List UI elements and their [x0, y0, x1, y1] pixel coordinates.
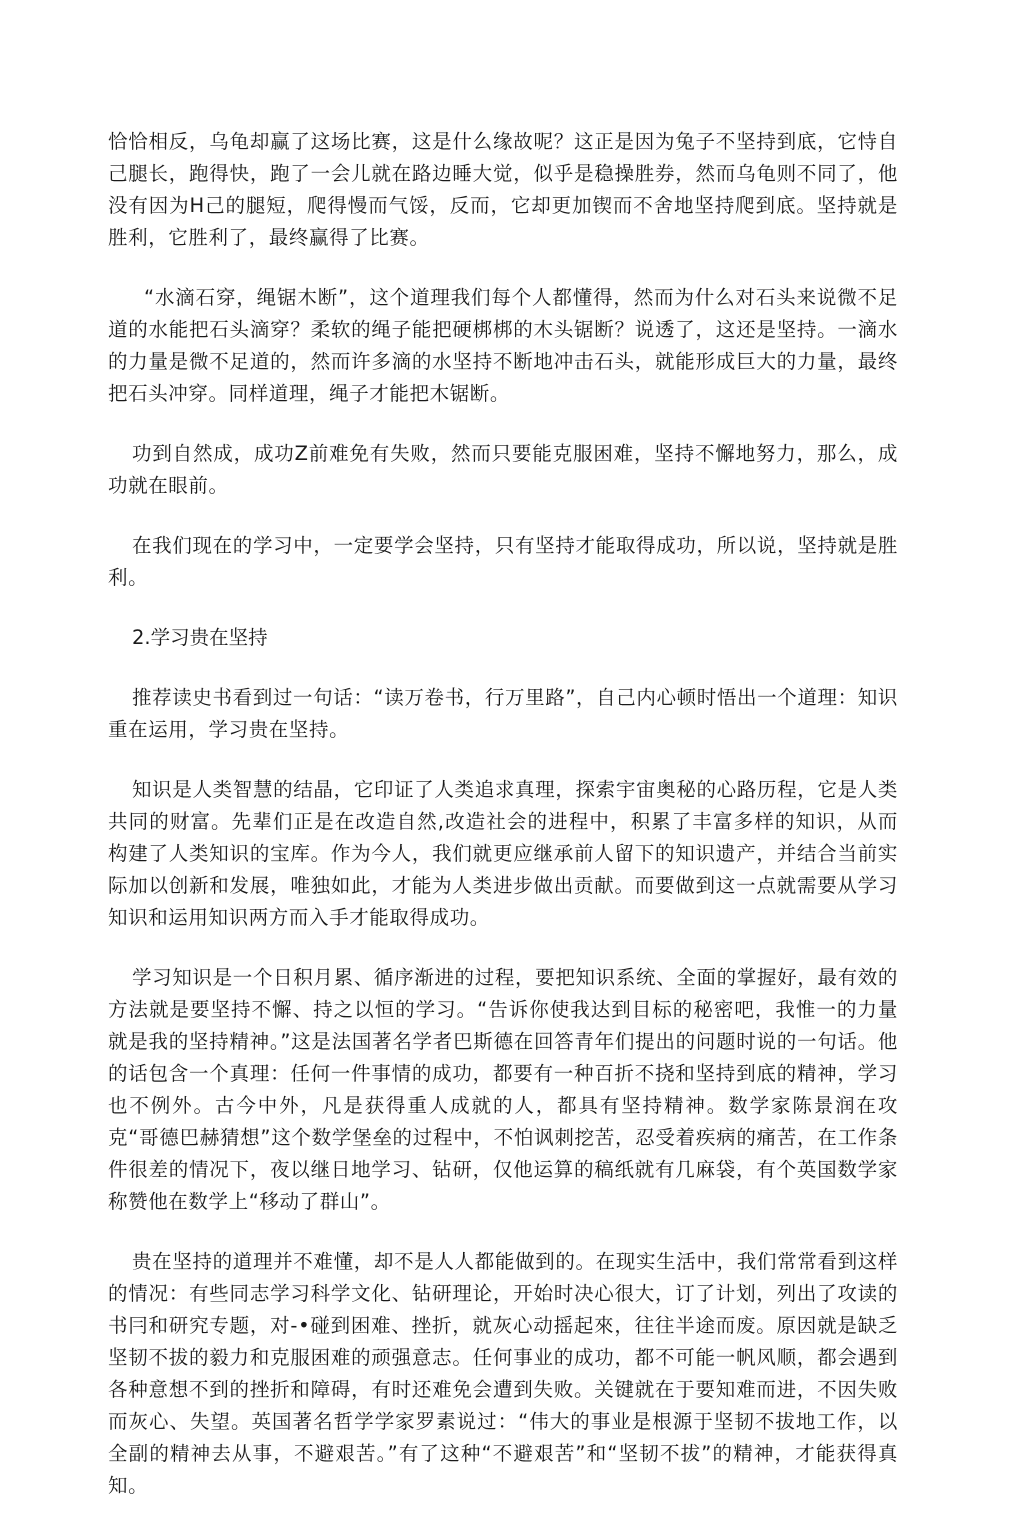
paragraph-knowledge: 知识是人类智慧的结晶，它印证了人类追求真理，探索宇宙奥秘的心路历程，它是人类共同的财富。先辈们正是在改造自然,改造社会的进程中，积累了丰富多样的知识，从而构建了人类知识的宝库。作为今人，我们就更应继承前人留下的知识遗产，并结合当前实际加以创新和发展，唯独如此，才能为人类进步做出贡献。而要做到这一点就需要从学习知识和运用知识两方而入手才能取得成功。: [108, 778, 898, 929]
section-heading: 2.学习贵在坚持: [132, 626, 268, 649]
paragraph-perseverance: 贵在坚持的道理并不难懂，却不是人人都能做到的。在现实生活中，我们常常看到这样的情况：有些同志学习科学文化、钻研理论，开始时决心很大，订了计划，列出了攻读的书冃和研究专题，对-•碰到困难、挫折，就灰心动摇起來，往往半途而废。原因就是缺乏坚韧不拔的毅力和克服困难的顽强意志。任何事业的成功，都不可能一帆风顺，都会遇到各种意想不到的挫折和障碍，有时还难免会遭到失败。关键就在于要知难而进，不因失败而灰心、失望。英国著名哲学学家罗素说过：“伟大的事业是根源于坚韧不拔地工作，以全副的精神去从事，不避艰苦。”有了这种“不避艰苦”和“坚韧不拔”的精神，才能获得真知。: [108, 1250, 898, 1497]
paragraph-water-drop: “水滴石穿，绳锯木断”，这个道理我们每个人都懂得，然而为什么对石头来说微不足道的水能把石头滴穿？柔软的绳子能把硬梆梆的木头锯断？说透了，这还是坚持。一滴水的力量是微不足道的，然而许多滴的水坚持不断地冲击石头，就能形成巨大的力量，最终把石头冲穿。同样道理，绳子才能把木锯断。: [108, 286, 898, 405]
paragraph-study: 在我们现在的学习中，一定要学会坚持，只有坚持才能取得成功，所以说，坚持就是胜利。: [108, 534, 898, 589]
paragraph-learning-process: 学习知识是一个日积月累、循序渐进的过程，要把知识系统、全面的掌握好，最有效的方法就是要坚持不懈、持之以恒的学习。“告诉你使我达到目标的秘密吧，我惟一的力量就是我的坚持精神。”这是法国著名学者巴斯德在回答青年们提出的问题时说的一句话。他的话包含一个真理：任何一件事情的成功，都要有一种百折不挠和坚持到底的精神，学习也不例外。古今中外，凡是获得重人成就的人，都具有坚持精神。数学家陈景润在攻克“哥德巴赫猜想”这个数学堡垒的过程中，不怕讽刺挖苦，忍受着疾病的痛苦，在工作条件很差的情况下，夜以继日地学习、钻研，仅他运算的稿纸就有几麻袋，有个英国数学家称赞他在数学上“移动了群山”。: [108, 966, 898, 1213]
paragraph-tortoise: 恰恰相反，乌龟却赢了这场比赛，这是什么缘故呢？这正是因为兔子不坚持到底，它恃自己腿长，跑得快，跑了一会儿就在路边睡大觉，似乎是稳操胜券，然而乌龟则不同了，他没有因为H己的腿短，爬得慢而气馁，反而，它却更加锲而不舍地坚持爬到底。坚持就是胜利，它胜利了，最终赢得了比赛。: [108, 130, 898, 249]
paragraph-success: 功到自然成，成功Z前难免有失败，然而只要能克服困难，坚持不懈地努力，那么，成功就在眼前。: [108, 442, 898, 497]
document-page: [108, 126, 898, 1530]
paragraph-history-books: 推荐读史书看到过一句话：“读万卷书，行万里路”，自己内心顿时悟出一个道理：知识重在运用，学习贵在坚持。: [108, 686, 898, 741]
